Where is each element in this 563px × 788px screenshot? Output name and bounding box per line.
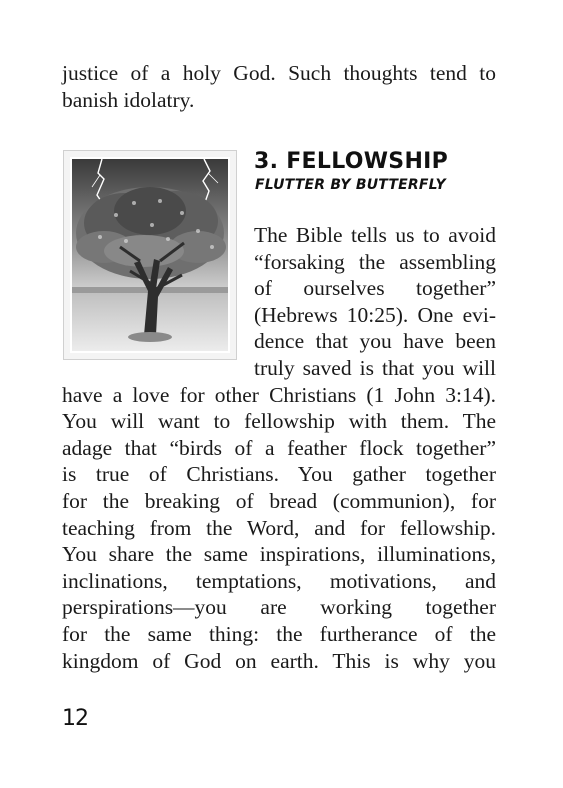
body-line-4: is true of Christians. You gather together <box>62 462 496 487</box>
narrow-line-1: The Bible tells us to avoid <box>254 223 496 247</box>
body-line-3: adage that “birds of a feather flock together” <box>62 435 496 460</box>
section-heading: 3. FELLOWSHIP <box>254 149 449 174</box>
narrow-line-4: (Hebrews 10:25). One evi- <box>254 302 496 327</box>
narrow-line-5: dence that you have been <box>254 329 496 354</box>
body-line-10: for the same thing: the furtherance of the <box>62 622 496 646</box>
body-line-1: have a love for other Christians (1 John 3:14). <box>62 382 496 407</box>
narrow-line-3: of ourselves together” <box>254 276 496 301</box>
body-line-5: for the breaking of bread (communion), for <box>62 489 496 513</box>
page-number: 12 <box>62 706 88 731</box>
body-line-8: inclinations, temptations, motivations, and <box>62 568 496 593</box>
tree-lightning-image <box>63 150 237 360</box>
narrow-line-6: truly saved is that you will <box>254 356 496 380</box>
body-line-11: kingdom of God on earth. This is why you <box>62 648 496 673</box>
section-subheading: FLUTTER BY BUTTERFLY <box>255 177 446 193</box>
body-line-2: You will want to fellowship with them. The <box>62 409 496 434</box>
body-line-7: You share the same inspirations, illuminations, <box>62 542 496 567</box>
narrow-line-2: “forsaking the assembling <box>254 249 496 274</box>
intro-line-2: banish idolatry. <box>62 87 195 112</box>
body-line-9: perspirations—you are working together <box>62 595 496 620</box>
body-line-6: teaching from the Word, and for fellowship. <box>62 515 496 540</box>
intro-line-1: justice of a holy God. Such thoughts tend to <box>62 61 496 85</box>
